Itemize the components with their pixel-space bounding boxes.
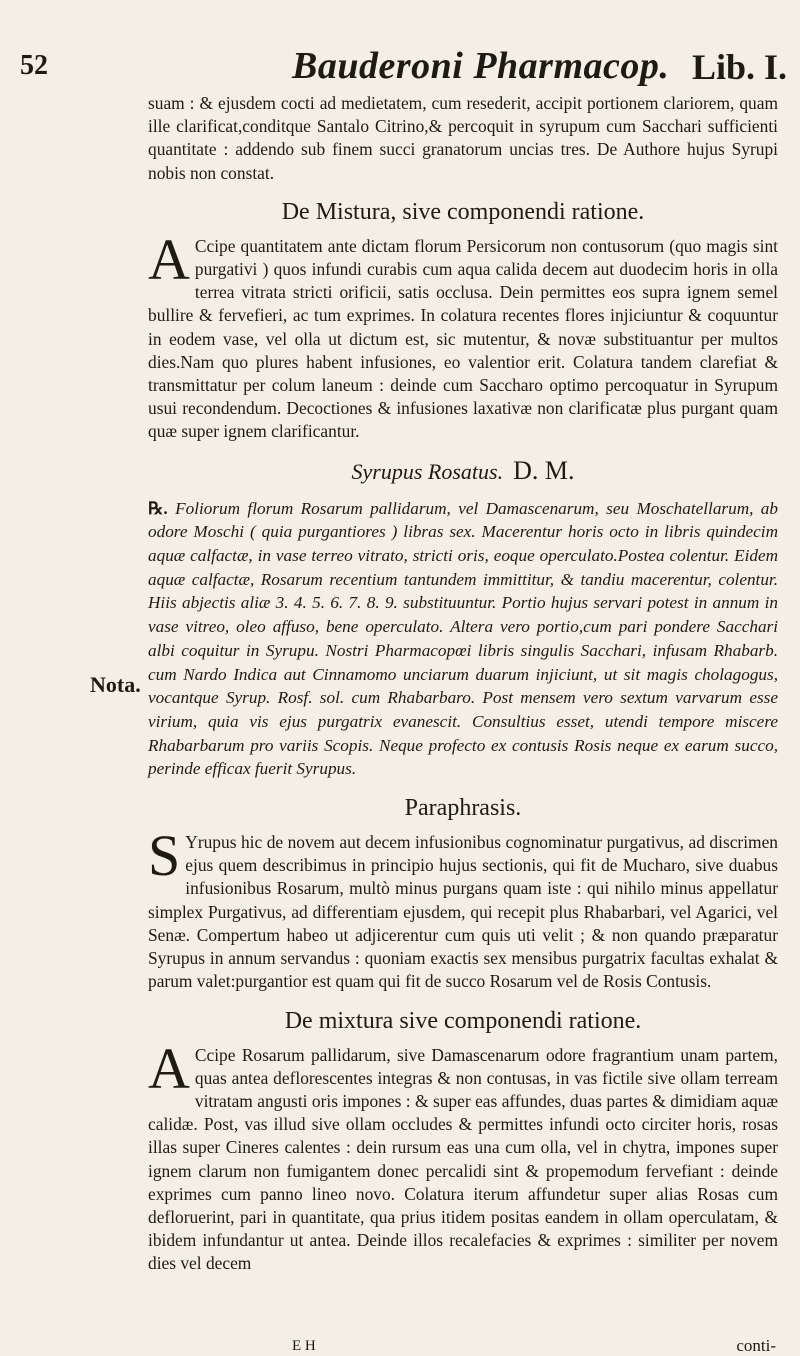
- paragraph-mistura: [148, 226, 778, 444]
- recipe-body: Foliorum florum Rosarum pallidarum, vel Damascenarum, seu Moschatellarum, ab odore Moschi ( quia purgantiores ) libras sex. Macerentur horis octo in libris quindecim aquæ calfactæ, in vase terreo vitrato, stricti oris, eoque operculato.Postea colentur. Eidem aquæ calfactæ, Rosarum recentium tantundem immittitur, & tandiu macerentur, colentur. Hiis abjectis aliæ 3. 4. 5. 6. 7. 8. 9. substituuntur. Portio hujus servari potest in annum in vase vitreo, oleo affuso, bene operculato. Altera vero portio,cum pari pondere Sacchari albi coquitur in Syrupu. Nostri Pharmacopœi libris singulis Sacchari, infusam Rhabarb. cum Nardo Indica aut Cinnamomo unciarum duarum injiciunt, ut sit magis cholagogus, vocantque Syrup. Rosf. sol. cum Rhabarbaro. Post mensem vero sextum varvarum esse virium, quia vis ejus purgatrix evanescit. Consultius esset, utendi tempore miscere Rhabarbarum pro variis Scopis. Neque profecto ex contusis Rosis neque ex earum succo, perinde efficax fuerit Syrupus.: [148, 498, 778, 779]
- drop-cap: S: [148, 823, 181, 889]
- recipe-title: [148, 456, 778, 487]
- recipe-text: [148, 497, 778, 781]
- recipe-author: D. M.: [513, 455, 575, 485]
- running-title: Bauderoni Pharmacop.: [292, 45, 670, 87]
- section-heading-paraphrasis: Paraphrasis.: [404, 795, 522, 822]
- drop-cap: A: [148, 226, 190, 292]
- paragraph-paraphrasis: [148, 823, 778, 993]
- recipe-symbol: ℞.: [148, 498, 168, 518]
- page-number: 52: [20, 50, 48, 81]
- intro-paragraph: suam : & ejusdem cocti ad medietatem, cum resederit, accipit portionem clariorem, quam ille clarificat,conditque Santalo Citrino,& percoquit in syrupum cum Sacchari sufficienti quantitate : addendo sub finem succi granatorum uncias tres. De Authore hujus Syrupi nobis non constat.: [148, 93, 778, 183]
- page-header: [0, 44, 800, 94]
- paragraph-mixtura-text: Ccipe Rosarum pallidarum, sive Damascenarum odore fragrantium unam partem, quas antea deflorescentes integras & non contusas, in vas fictile sive ollam terream vitratam angusti oris impones : & super eas affundes, duas partes & dimidiam aquæ calidæ. Post, vas illud sive ollam occludes & permittes infundi octo circiter horis, rosas illas super Cineres calentes : dein rursum eas una cum olla, vel in chytra, impones super ignem clarum non fumigantem donec percalidi sint & propemodum fervefiant : deinde exprimes cum panno lineo novo. Colatura iterum affundetur super alias Rosas cum defloruerint, pari in quantitate, qua prius itidem positas eandem in ollam operculatam, & ibidem infundantur ut antea. Deinde illos recalefacies & exprimes : similiter per novem dies vel decem: [148, 1044, 778, 1274]
- chapter-label: Lib. I.: [692, 47, 788, 87]
- paragraph-mistura-text: Ccipe quantitatem ante dictam florum Persicorum non contusorum (quo magis sint purgativi ) quos infundi curabis cum aqua calida decem aut duodecim horis in olla terrea vitrata stricti orificii, satis occlusa. Dein permittes eos supra ignem semel bullire & fervefieri, ac tum exprimes. In colatura recentes flores injiciuntur & coquuntur in eodem vase, vel olla ut dictum est, sic mutentur, & novæ substituantur per multos dies.Nam quo plures habent infusiones, eo valentior erit. Colatura tandem clarefiat & transmittatur per colum laneum : deinde cum Saccharo optimo percoquatur in Syrupum usui recondendum. Decoctiones & infusiones laxativæ non clarificatæ plus purgant quam quæ super ignem clarificantur.: [148, 235, 778, 442]
- recipe-name: Syrupus Rosatus.: [351, 458, 504, 484]
- catchword: conti-: [736, 1336, 776, 1355]
- section-heading-mistura: De Mistura, sive componendi ratione.: [281, 198, 645, 225]
- signature-mark: E H: [292, 1338, 316, 1354]
- paragraph-mixtura: [148, 1035, 778, 1276]
- text-body: [148, 92, 778, 1276]
- drop-cap: A: [148, 1035, 190, 1101]
- margin-note: Nota.: [90, 672, 141, 697]
- section-heading-mixtura: De mixtura sive componendi ratione.: [284, 1007, 642, 1034]
- paragraph-paraphrasis-text: Yrupus hic de novem aut decem infusionibus cognominatur purgativus, ad discrimen ejus quem describimus in principio hujus sectionis, qui fit de Mucharo, sive duabus infusionibus Rosarum, multò minus purgans quam iste : qui nihilo minus appellatur simplex Purgativus, ad differentiam ejusdem, qui recepit plus Rhabarbari, vel Agarici, vel Senæ. Compertum habeo ut adjicerentur cum quis uti velit ; & non quando præparatur Syrupus in annum servandus : quoniam exactis sex mensibus purgatrix facultas exhalat & parum valet:purgantior est quam qui fit de succo Rosarum vel de Rosis Contusis.: [148, 832, 778, 992]
